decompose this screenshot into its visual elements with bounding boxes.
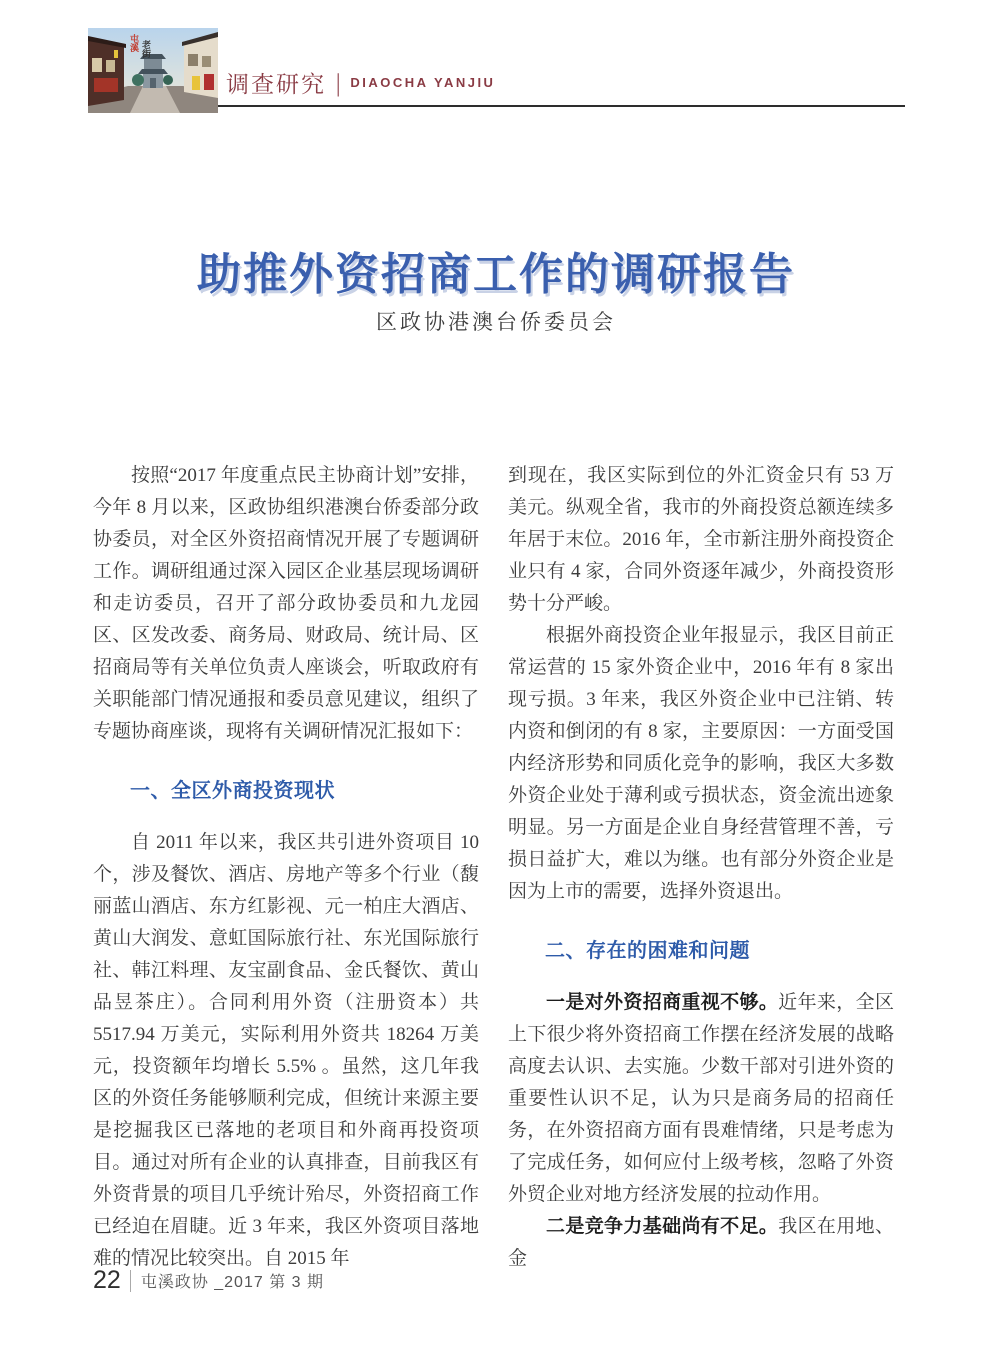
page-number: 22 [93,1266,121,1294]
continuation-paragraph: 到现在，我区实际到位的外汇资金只有 53 万美元。纵观全省，我市的外商投资总额连续多年居于末位。2016 年，全市新注册外商投资企业只有 4 家，合同外资逐年减少，外商投资形势十分严峻。 [508,465,894,614]
page-footer [93,1266,324,1295]
header-photo [88,28,218,113]
section-divider-bar: | [336,67,341,97]
right-column [508,460,894,1275]
left-column [93,460,479,1275]
section-title-chinese: 调查研究 [226,72,326,97]
investment-status-paragraph: 自 2011 年以来，我区共引进外资项目 10 个，涉及餐饮、酒店、房地产等多个行业（馥丽蓝山酒店、东方红影视、元一柏庄大酒店、黄山大润发、意虹国际旅行社、东光国际旅行社、韩江料理、友宝副食品、金氏餐饮、黄山品昱茶庄）。合同利用外资（注册资本）共 5517.94 万美元，实际利用外资共 18264 万美元，投资额年均增长 5.5% 。虽然，这几年我区的外资任务能够顺利完成，但统计来源主要是挖掘我区已落地的老项目和外商再投资项目。通过对所有企业的认真排查，目前我区有外资背景的项目几乎统计殆尽，外资招商工作已经迫在眉睫。近 3 年来，我区外资项目落地难的情况比较突出。自 2015 年 [93,832,479,1269]
footer-divider [130,1270,131,1292]
issue-2-paragraph [508,1211,894,1275]
article-title: 助推外资招商工作的调研报告 [197,250,795,299]
photo-caption-dark: 老街 [141,40,151,58]
header-rule-line [218,105,905,107]
old-street-photo-illustration [88,28,218,113]
issue-1-lead: 一是对外资招商重视不够。 [546,992,779,1013]
column-section-label [226,66,495,99]
journal-issue: 屯溪政协 _2017 第 3 期 [140,1274,324,1291]
section-heading-1: 一、全区外商投资现状 [130,780,335,802]
issue-2-body: 我区在用地、金 [508,1216,894,1269]
issue-1-paragraph [508,987,894,1211]
photo-caption-red: 屯溪 [129,34,139,52]
intro-paragraph: 按照“2017 年度重点民主协商计划”安排，今年 8 月以来，区政协组织港澳台侨委部分政协委员，对全区外资招商情况开展了专题调研工作。调研组通过深入园区企业基层现场调研和走访委员，召开了部分政协委员和九龙园区、区发改委、商务局、财政局、统计局、区招商局等有关单位负责人座谈会，听取政府有关职能部门情况通报和委员意见建议，组织了专题协商座谈，现将有关调研情况汇报如下： [93,465,479,742]
article-author: 区政协港澳台侨委员会 [376,310,616,334]
issue-2-lead: 二是竞争力基础尚有不足。 [546,1216,779,1237]
section-heading-2: 二、存在的困难和问题 [545,940,750,962]
issue-1-body: 近年来，全区上下很少将外资招商工作摆在经济发展的战略高度去认识、去实施。少数干部对引进外资的重要性认识不足，认为只是商务局的招商任务，在外资招商方面有畏难情绪，只是考虑为了完成任务，如何应付上级考核，忽略了外资外贸企业对地方经济发展的拉动作用。 [508,992,894,1205]
annual-report-paragraph: 根据外商投资企业年报显示，我区目前正常运营的 15 家外资企业中，2016 年有 8 家出现亏损。3 年来，我区外资企业中已注销、转内资和倒闭的有 8 家，主要原因：一方面受国内经济形势和同质化竞争的影响，我区大多数外资企业处于薄利或亏损状态，资金流出迹象明显。另一方面是企业自身经营管理不善，亏损日益扩大，难以为继。也有部分外资企业是因为上市的需要，选择外资退出。 [508,625,894,902]
section-title-pinyin: DIAOCHA YANJIU [350,75,496,90]
